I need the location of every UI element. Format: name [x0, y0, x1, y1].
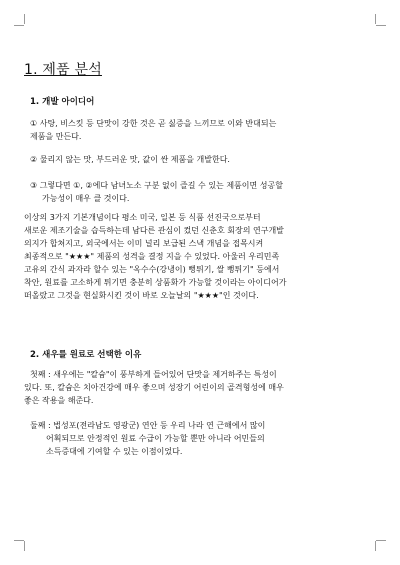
idea-item-2-line-1: ② 물리지 않는 맛, 부드러운 맛, 값이 싼 제품을 개발한다.: [30, 155, 230, 164]
crop-mark-top-right-h: [376, 25, 386, 26]
idea-item-2: [30, 153, 230, 166]
idea-item-3-line-2: 가능성이 매우 클 것이다.: [42, 194, 130, 203]
reason-first-line-3: 좋은 작용을 해준다.: [24, 396, 94, 405]
reason-first-line-2: 있다. 또, 칼슘은 치아건강에 매우 좋으며 성장기 어린이의 골격형성에 매우: [24, 383, 284, 392]
idea-body-line-7: 떠올랐고 그것을 현실화시킨 것이 바로 오늘날의 "★★★"인 것이다.: [24, 291, 259, 300]
idea-item-1-line-1: ① 사탕, 비스킷 등 단맛이 강한 것은 곧 싫증을 느끼므로 이와 반대되는: [30, 119, 277, 128]
reason-second: [30, 419, 265, 458]
idea-body-line-2: 새로운 제조기술을 습득하는데 남다른 관심이 컸던 신춘호 회장의 연구개발: [24, 226, 284, 235]
page-title: 1. 제품 분석: [24, 62, 102, 78]
crop-mark-bottom-right-v: [375, 541, 376, 551]
section-heading-development-idea: 1. 개발 아이디어: [30, 97, 95, 107]
crop-mark-top-right-v: [375, 14, 376, 24]
idea-item-1: [30, 117, 276, 143]
idea-item-3: [30, 179, 283, 205]
reason-first-line-1: 첫째 : 새우에는 "칼슘"이 풍부하게 들어있어 단맛을 제거하주는 특성이: [30, 370, 277, 379]
crop-mark-bottom-left-h: [14, 540, 24, 541]
crop-mark-bottom-right-h: [376, 540, 386, 541]
idea-body-line-3: 의지가 합쳐지고, 외국에서는 이미 널리 보급된 스낵 개념을 접목시켜: [24, 239, 264, 248]
reason-second-line-3: 소득증대에 기여할 수 있는 이점이었다.: [46, 447, 183, 456]
idea-item-3-line-1: ③ 그렇다면 ①, ②에다 남녀노소 구분 없이 즐길 수 있는 제품이면 성공할: [30, 181, 283, 190]
idea-body-paragraph: [24, 211, 286, 302]
reason-second-line-2: 어획되므로 안정적인 원료 수급이 가능할 뿐만 아니라 어민들의: [46, 434, 265, 443]
idea-item-1-line-2: 제품을 만든다.: [30, 132, 82, 141]
idea-body-line-6: 착안, 원료를 고소하게 튀기면 충분히 상품화가 가능할 것이라는 아이디어가: [24, 278, 287, 287]
crop-mark-top-left-h: [14, 25, 24, 26]
section-heading-shrimp-reason: 2. 새우를 원료로 선택한 이유: [30, 350, 142, 360]
idea-body-line-1: 이상의 3가지 기본개념이다 평소 미국, 일본 등 식품 선진국으로부터: [24, 213, 261, 222]
idea-body-line-5: 고유의 간식 과자라 할수 있는 "옥수수(강냉이) 뻥튀기, 쌀 뻥튀기" 등에서: [24, 265, 280, 274]
crop-mark-top-left-v: [24, 14, 25, 24]
crop-mark-bottom-left-v: [24, 541, 25, 551]
idea-body-line-4: 최종적으로 "★★★" 제품의 성격을 결정 지을 수 있었다. 아울러 우리민족: [24, 252, 280, 261]
reason-first: [24, 368, 284, 407]
reason-second-line-1: 둘째 : 법성포(전라남도 영광군) 연안 등 우리 나라 연 근해에서 많이: [30, 421, 266, 430]
